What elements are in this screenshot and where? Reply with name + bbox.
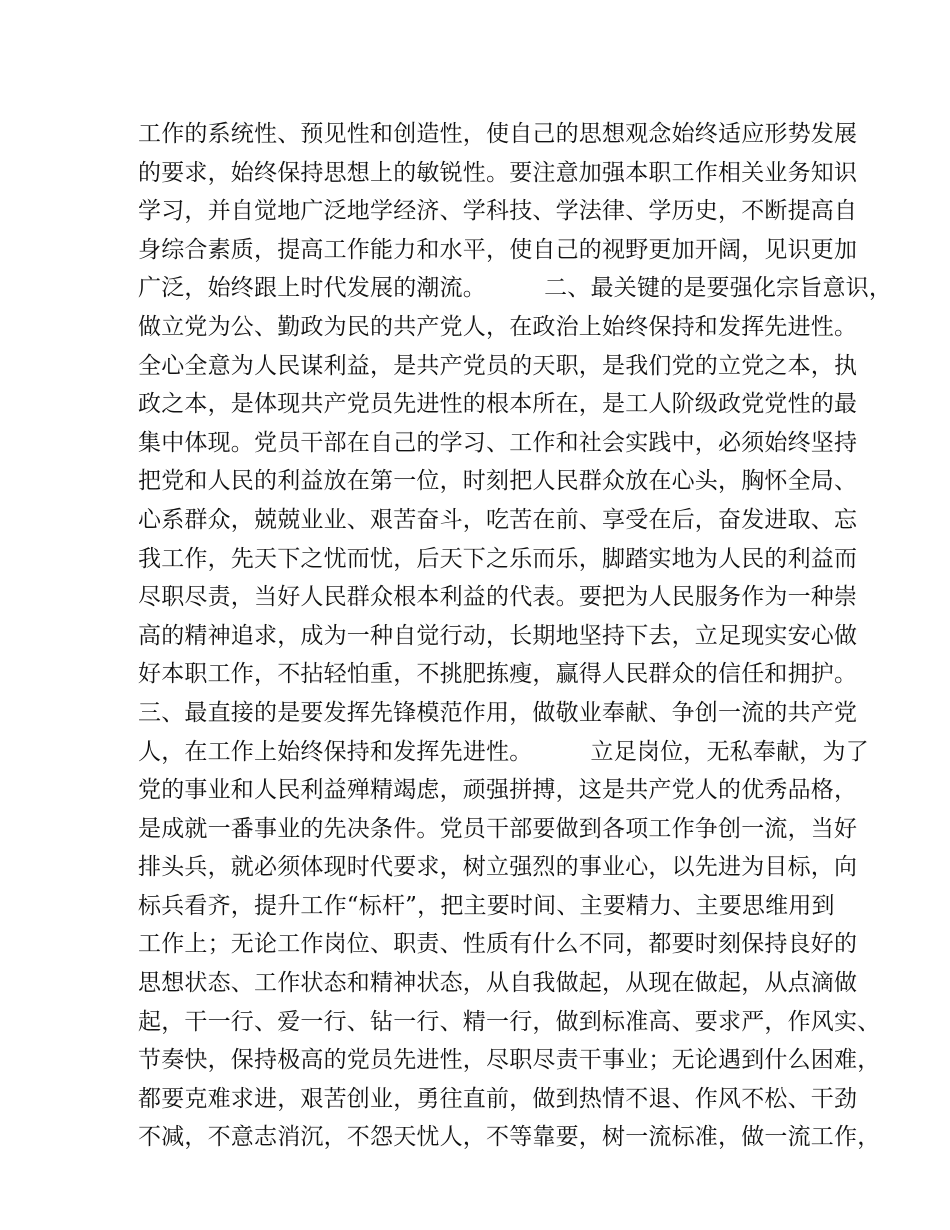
text-line: 工作的系统性、预见性和创造性，使自己的思想观念始终适应形势发展 (138, 121, 858, 147)
text-line: 思想状态、工作状态和精神状态，从自我做起，从现在做起，从点滴做 (138, 970, 858, 997)
text-line: 政之本，是体现共产党员先进性的根本所在，是工人阶级政党党性的最 (138, 391, 858, 418)
text-line: 排头兵，就必须体现时代要求，树立强烈的事业心，以先进为目标，向 (138, 854, 858, 881)
text-line: 是成就一番事业的先决条件。党员干部要做到各项工作争创一流，当好 (138, 815, 858, 842)
text-line: 心系群众，兢兢业业、艰苦奋斗，吃苦在前、享受在后，奋发进取、忘 (138, 506, 858, 533)
text-line: 三、最直接的是要发挥先锋模范作用，做敬业奉献、争创一流的共产党 (138, 699, 858, 726)
text-line: 人，在工作上始终保持和发挥先进性。 立足岗位，无私奉献，为了 (138, 738, 869, 765)
text-line: 广泛，始终跟上时代发展的潮流。 二、最关键的是要强化宗旨意识， (138, 275, 893, 302)
text-line: 集中体现。党员干部在自己的学习、工作和社会实践中，必须始终坚持 (138, 429, 858, 456)
text-line: 全心全意为人民谋利益，是共产党员的天职，是我们党的立党之本，执 (138, 352, 858, 379)
text-line: 做立党为公、勤政为民的共产党人，在政治上始终保持和发挥先进性。 (138, 313, 858, 340)
text-line: 工作上；无论工作岗位、职责、性质有什么不同，都要时刻保持良好的 (138, 931, 858, 958)
text-line: 尽职尽责，当好人民群众根本利益的代表。要把为人民服务作为一种崇 (138, 584, 858, 611)
text-line: 党的事业和人民利益殚精竭虑，顽强拼搏，这是共产党人的优秀品格， (138, 777, 858, 804)
text-line: 不减，不意志消沉，不怨天忧人，不等靠要，树一流标准，做一流工作， (138, 1124, 881, 1151)
body-text (138, 115, 893, 1157)
text-line: 起，干一行、爱一行、钻一行、精一行，做到标准高、要求严，作风实、 (138, 1008, 881, 1035)
text-line: 的要求，始终保持思想上的敏锐性。要注意加强本职工作相关业务知识 (138, 159, 858, 186)
text-line: 节奏快，保持极高的党员先进性，尽职尽责干事业；无论遇到什么困难， (138, 1047, 881, 1074)
text-line: 都要克难求进，艰苦创业，勇往直前，做到热情不退、作风不松、干劲 (138, 1085, 858, 1112)
text-line: 标兵看齐，提升工作“标杆”，把主要时间、主要精力、主要思维用到 (138, 892, 835, 919)
text-line: 学习，并自觉地广泛地学经济、学科技、学法律、学历史，不断提高自 (138, 198, 858, 225)
text-line: 好本职工作，不拈轻怕重，不挑肥拣瘦，赢得人民群众的信任和拥护。 (138, 661, 858, 688)
text-line: 把党和人民的利益放在第一位，时刻把人民群众放在心头，胸怀全局、 (138, 468, 858, 495)
text-line: 身综合素质，提高工作能力和水平，使自己的视野更加开阔，见识更加 (138, 236, 858, 263)
text-line: 高的精神追求，成为一种自觉行动，长期地坚持下去，立足现实安心做 (138, 622, 858, 649)
text-line: 我工作，先天下之忧而忧，后天下之乐而乐，脚踏实地为人民的利益而 (138, 545, 858, 572)
